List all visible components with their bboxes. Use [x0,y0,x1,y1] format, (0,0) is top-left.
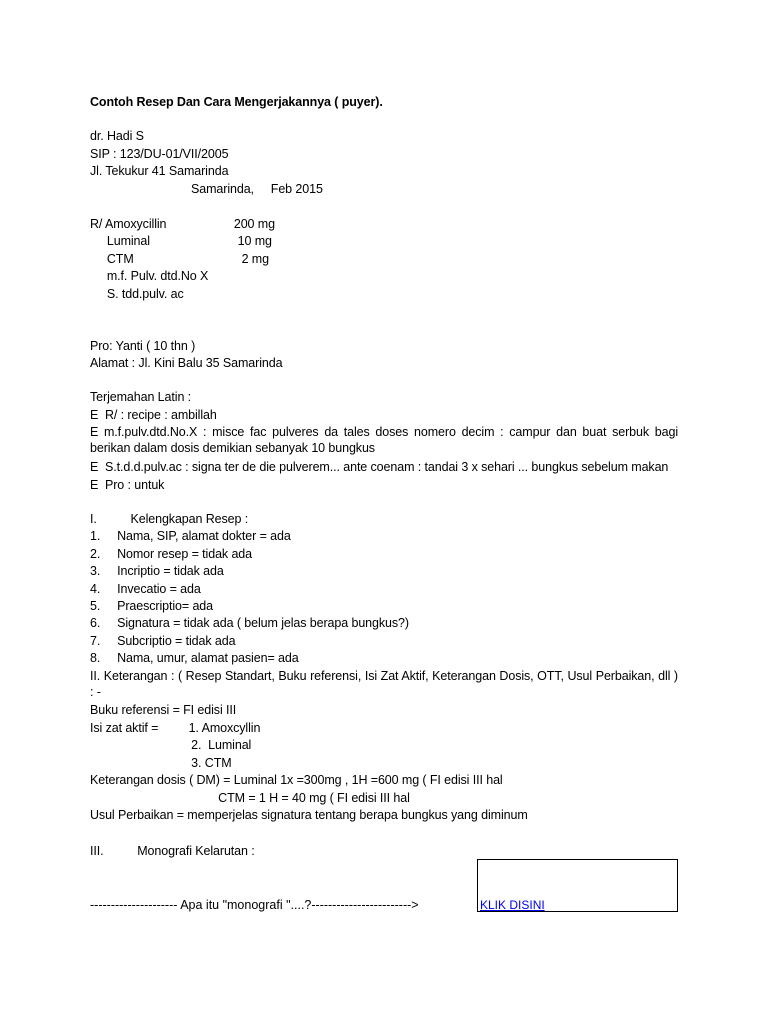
place-date: Samarinda, Feb 2015 [191,182,323,196]
checklist-item: 8. Nama, umur, alamat pasien= ada [90,651,299,665]
section-heading: II. Keterangan : ( Resep Standart, Buku referensi, Isi Zat Aktif, Keterangan Dosis, OTT, Usul Perbaikan, dll ) : - [90,669,678,699]
checklist-item: 1. Nama, SIP, alamat dokter = ada [90,529,291,543]
active-ingredient: 2. Luminal [90,738,252,752]
patient-name: Pro: Yanti ( 10 thn ) [90,339,196,353]
checklist-item: 7. Subcriptio = tidak ada [90,634,236,648]
dose-info: CTM = 1 H = 40 mg ( FI edisi III hal [90,791,410,805]
latin-item: E R/ : recipe : ambillah [90,408,217,422]
rx-line: R/ Amoxycillin 200 mg [90,217,275,231]
rx-line: CTM 2 mg [90,252,269,266]
section-heading: I. Kelengkapan Resep : [90,512,249,526]
latin-item: E Pro : untuk [90,478,165,492]
rx-line: m.f. Pulv. dtd.No X [90,269,209,283]
checklist-item: 5. Praescriptio= ada [90,599,214,613]
book-reference: Buku referensi = FI edisi III [90,703,237,717]
latin-item: E m.f.pulv.dtd.No.X : misce fac pulveres da tales doses nomero decim : campur dan buat serbuk bagi berikan dalam dosis demikian sebanyak 10 bungkus [90,425,678,455]
active-ingredient: 3. CTM [90,756,232,770]
doctor-sip: SIP : 123/DU-01/VII/2005 [90,147,229,161]
dose-info: Keterangan dosis ( DM) = Luminal 1x =300mg , 1H =600 mg ( FI edisi III hal [90,773,503,787]
patient-address: Alamat : Jl. Kini Balu 35 Samarinda [90,356,283,370]
checklist-item: 2. Nomor resep = tidak ada [90,547,253,561]
monograph-question: --------------------- Apa itu "monografi "....?------------------------> [90,898,419,912]
document-title: Contoh Resep Dan Cara Mengerjakannya ( puyer). [90,95,383,109]
rx-line: S. tdd.pulv. ac [90,287,184,301]
checklist-item: 6. Signatura = tidak ada ( belum jelas berapa bungkus?) [90,616,409,630]
doctor-name: dr. Hadi S [90,129,144,143]
improvement-suggestion: Usul Perbaikan = memperjelas signatura tentang berapa bungkus yang diminum [90,808,528,822]
rx-line: Luminal 10 mg [90,234,272,248]
section-heading: III. Monografi Kelarutan : [90,844,255,858]
checklist-item: 3. Incriptio = tidak ada [90,564,224,578]
active-ingredient: Isi zat aktif = 1. Amoxcyllin [90,721,261,735]
checklist-item: 4. Invecatio = ada [90,582,201,596]
click-here-link[interactable]: KLIK DISINI [480,898,545,912]
latin-item: E S.t.d.d.pulv.ac : signa ter de die pulverem... ante coenam : tandai 3 x sehari ... bungkus sebelum makan [90,460,669,474]
latin-heading: Terjemahan Latin : [90,390,192,404]
doctor-address: Jl. Tekukur 41 Samarinda [90,164,229,178]
